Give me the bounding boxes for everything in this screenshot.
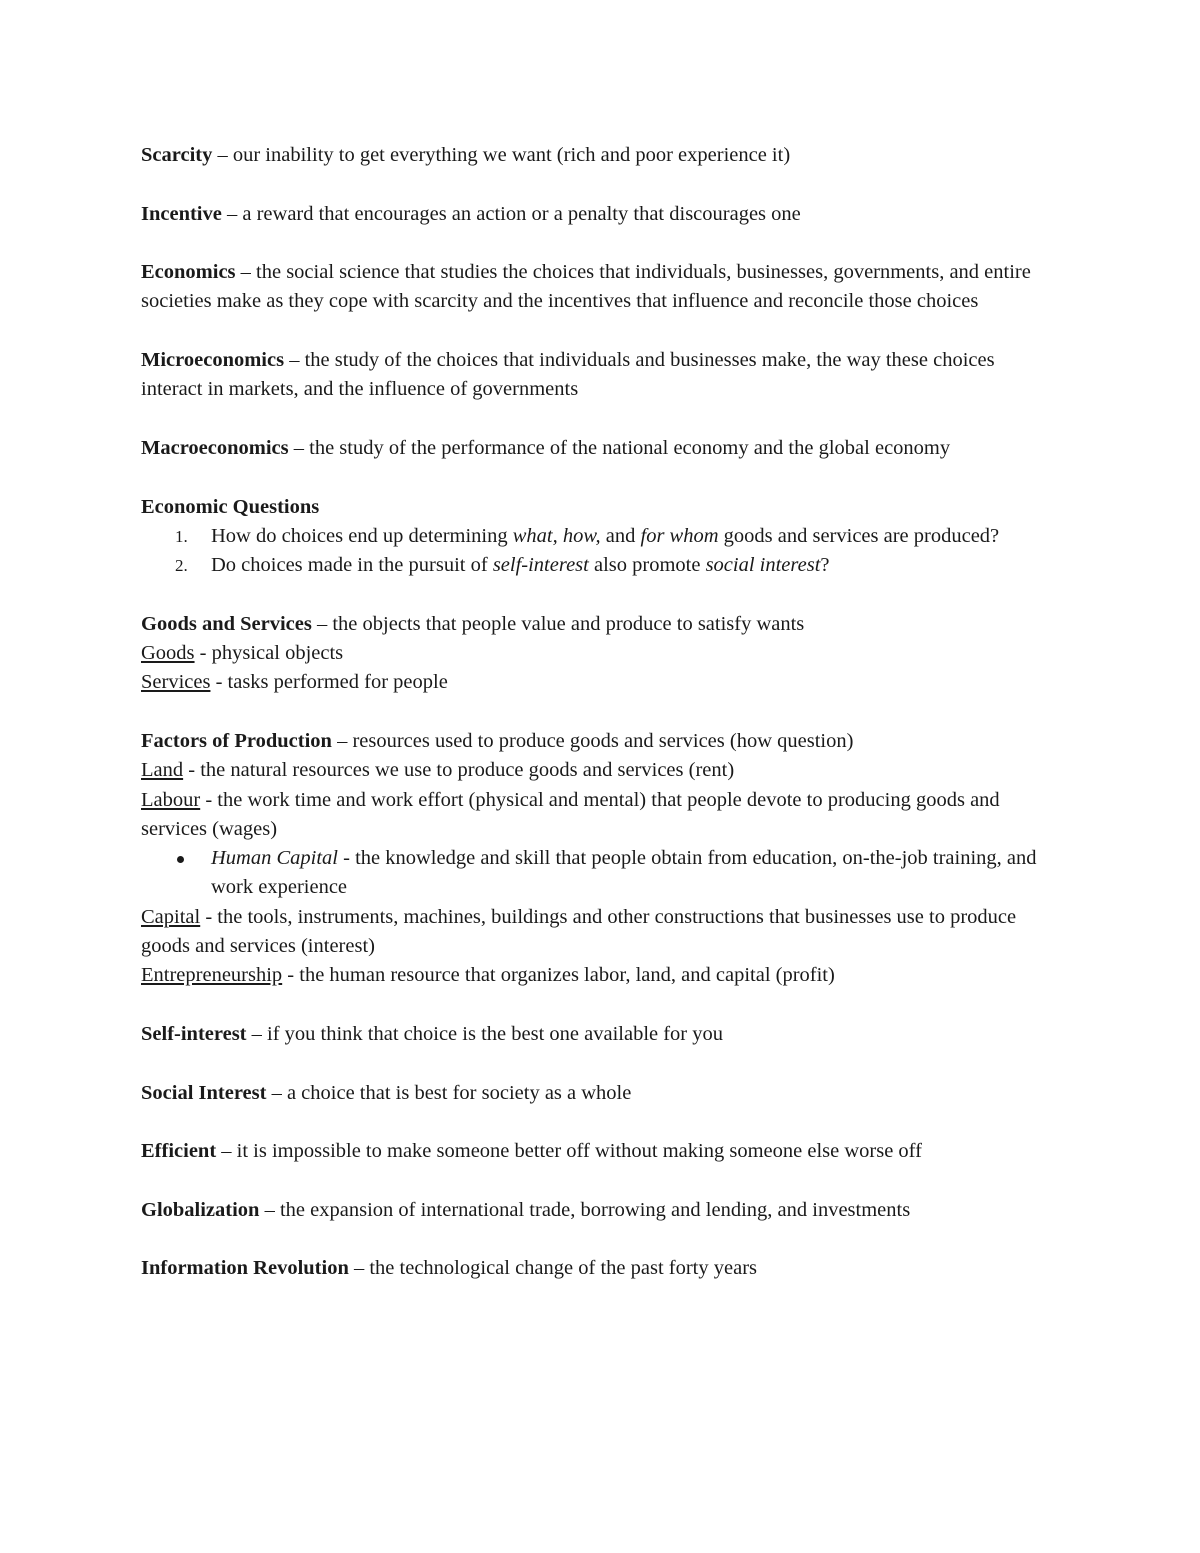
definition-factors-of-production	[141, 727, 1061, 756]
term: Microeconomics	[141, 349, 285, 372]
term: Goods and Services	[141, 612, 312, 635]
list-number: 1.	[175, 526, 188, 546]
question-text: also promote	[588, 554, 706, 577]
term: Social Interest	[141, 1081, 267, 1104]
bullet-list	[141, 844, 1061, 903]
definition-text: – a reward that encourages an action or a penalty that discourages one	[221, 202, 801, 225]
term: Factors of Production	[141, 729, 332, 752]
definition-text: - the work time and work effort (physical and mental) that people devote to producing goods and services (wages)	[141, 788, 1000, 840]
definition-scarcity	[141, 141, 1061, 170]
term: Information Revolution	[141, 1257, 349, 1280]
definition-text: – resources used to produce goods and services (how question)	[331, 729, 854, 752]
subterm: Entrepreneurship	[141, 964, 283, 987]
definition-globalization	[141, 1196, 1061, 1225]
definition-text: - the tools, instruments, machines, buildings and other constructions that businesses use to produce goods and services (interest)	[141, 905, 1017, 958]
section-economic-questions	[141, 493, 1061, 581]
definition-text: - the knowledge and skill that people obtain from education, on-the-job training, and work experience	[211, 847, 1037, 899]
definition-information-revolution	[141, 1254, 1061, 1283]
definition-text: – it is impossible to make someone better off without making someone else worse off	[216, 1140, 922, 1163]
question-text: How do choices end up determining	[211, 524, 513, 547]
definition-labour	[141, 786, 1061, 845]
definition-text: – the expansion of international trade, borrowing and lending, and investments	[259, 1198, 911, 1221]
list-item	[141, 844, 1061, 903]
definition-text: – if you think that choice is the best one available for you	[246, 1022, 724, 1045]
subterm: Services	[141, 671, 211, 694]
question-emphasis: what, how,	[512, 524, 601, 547]
definition-text: – the study of the choices that individuals and businesses make, the way these choices interact in markets, and the influence of governments	[141, 349, 995, 401]
list-item	[141, 522, 1061, 551]
list-number: 2.	[175, 556, 188, 576]
subterm: Capital	[141, 905, 201, 928]
definition-microeconomics	[141, 346, 1061, 405]
definition-goods	[141, 639, 1061, 668]
term: Incentive	[141, 202, 222, 225]
term: Scarcity	[141, 144, 213, 166]
question-text: Do choices made in the pursuit of	[211, 554, 493, 577]
definition-efficient	[141, 1137, 1061, 1166]
definition-text: – the technological change of the past forty years	[348, 1257, 757, 1280]
term: Macroeconomics	[141, 436, 289, 459]
definition-text: - tasks performed for people	[210, 671, 448, 694]
question-emphasis: for whom	[640, 524, 719, 547]
definition-text: – the study of the performance of the national economy and the global economy	[288, 436, 951, 459]
question-emphasis: social interest	[705, 554, 821, 577]
question-text: goods and services are produced?	[718, 524, 1000, 547]
definition-goods-and-services	[141, 610, 1061, 639]
section-factors-of-production	[141, 727, 1061, 991]
section-goods-and-services	[141, 610, 1061, 698]
term: Economics	[141, 261, 236, 284]
definition-text: – the social science that studies the choices that individuals, businesses, governments, and entire societies make as they cope with scarcity and the incentives that influence and reconcile those choices	[141, 261, 1031, 313]
document-page	[141, 141, 1061, 1313]
subterm: Land	[141, 759, 184, 782]
list-item	[141, 551, 1061, 580]
subterm: Human Capital	[211, 847, 338, 870]
definition-entrepreneurship	[141, 961, 1061, 990]
definition-incentive	[141, 200, 1061, 229]
term: Efficient	[141, 1140, 217, 1163]
definition-text: - the human resource that organizes labor, land, and capital (profit)	[282, 964, 835, 987]
bullet-icon	[177, 856, 184, 863]
definition-capital	[141, 903, 1061, 962]
question-text: and	[600, 524, 641, 547]
subterm: Labour	[141, 788, 201, 811]
question-emphasis: self-interest	[492, 554, 589, 577]
question-text: ?	[820, 554, 830, 577]
section-heading: Economic Questions	[141, 495, 320, 518]
definition-text: – our inability to get everything we want (rich and poor experience it)	[212, 144, 791, 166]
definition-text: – the objects that people value and produce to satisfy wants	[311, 612, 805, 635]
definition-economics	[141, 258, 1061, 317]
definition-text: – a choice that is best for society as a whole	[266, 1081, 632, 1104]
term: Self-interest	[141, 1022, 247, 1045]
definition-land	[141, 756, 1061, 785]
definition-text: - the natural resources we use to produce goods and services (rent)	[183, 759, 735, 782]
definition-macroeconomics	[141, 434, 1061, 463]
definition-self-interest	[141, 1020, 1061, 1049]
definition-services	[141, 668, 1061, 697]
definition-social-interest	[141, 1079, 1061, 1108]
definition-text: - physical objects	[194, 642, 344, 665]
term: Globalization	[141, 1198, 260, 1221]
questions-list	[141, 522, 1061, 581]
subterm: Goods	[141, 642, 195, 665]
